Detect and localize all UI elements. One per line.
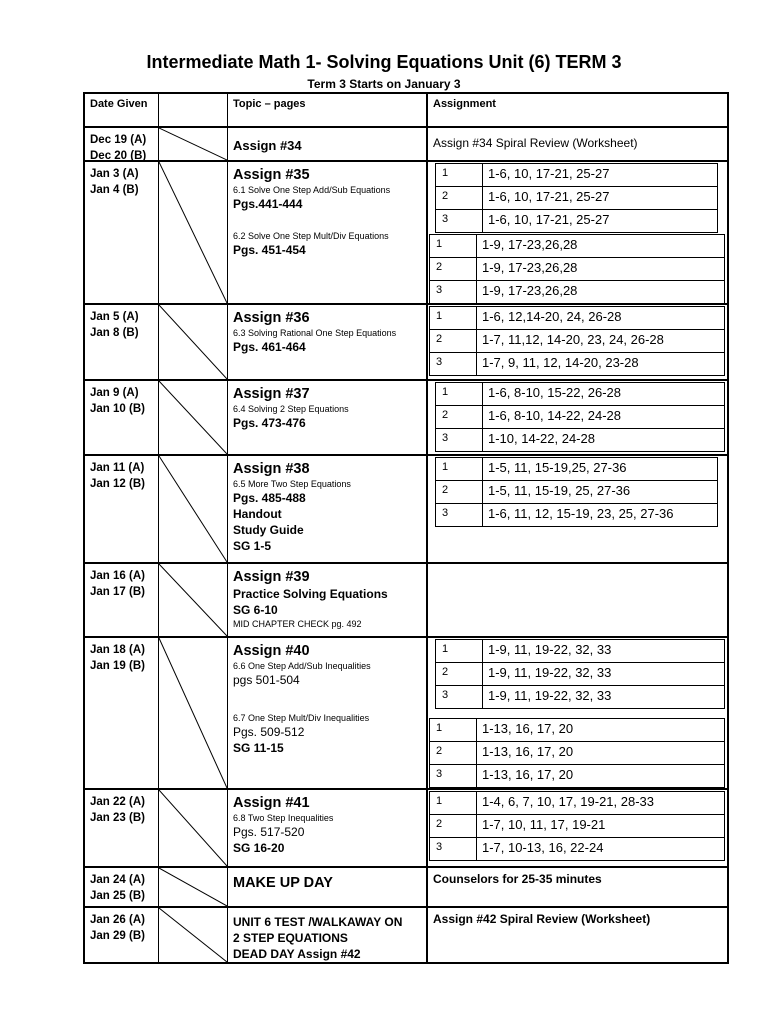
schedule-table — [83, 92, 729, 964]
problem-set — [429, 791, 725, 861]
section-number: 3 — [436, 768, 443, 780]
section-number: 3 — [442, 432, 449, 444]
topic-cell: UNIT 6 TEST /WALKAWAY ON 2 STEP EQUATIONS DEAD DAY Assign #42 — [233, 915, 403, 961]
assignment-note: Assign #34 Spiral Review (Worksheet) — [433, 136, 638, 150]
problem-list: 1-6, 10, 17-21, 25-27 — [488, 189, 610, 204]
section-number: 1 — [436, 238, 443, 250]
problem-set-row — [430, 765, 724, 788]
topic-cell: Assign #38 6.5 More Two Step Equations Pgs. 485-488 Handout Study Guide SG 1-5 — [233, 461, 351, 553]
problem-set — [429, 234, 725, 304]
problem-list: 1-6, 8-10, 14-22, 24-28 — [488, 408, 621, 423]
problem-list: 1-9, 17-23,26,28 — [482, 260, 578, 275]
problem-set-row — [430, 742, 724, 765]
problem-list: 1-5, 11, 15-19, 25, 27-36 — [488, 483, 631, 498]
section-number: 2 — [436, 745, 443, 757]
section-number: 3 — [436, 841, 443, 853]
problem-set-row — [430, 838, 724, 861]
problem-set-row — [436, 210, 717, 233]
problem-set-row — [436, 187, 717, 210]
problem-set-row — [436, 429, 724, 452]
section-number: 2 — [436, 333, 443, 345]
page-title: Intermediate Math 1- Solving Equations Unit (6) TERM 3 — [146, 52, 622, 72]
table-row — [85, 868, 727, 908]
date-cell: Jan 3 (A) Jan 4 (B) — [90, 168, 139, 196]
problem-list: 1-6, 12,14-20, 24, 26-28 — [482, 309, 622, 324]
date-cell: Jan 22 (A) Jan 23 (B) — [90, 796, 145, 824]
section-number: 1 — [442, 461, 449, 473]
section-number: 2 — [442, 190, 449, 202]
assignment-note: Assign #42 Spiral Review (Worksheet) — [433, 912, 651, 926]
date-cell: Jan 26 (A) Jan 29 (B) — [90, 914, 145, 942]
problem-set-row — [436, 481, 717, 504]
topic-cell: Assign #41 6.8 Two Step Inequalities Pgs. 517-520 SG 16-20 — [233, 795, 334, 855]
topic-cell: Assign #36 6.3 Solving Rational One Step Equations Pgs. 461-464 — [233, 310, 397, 354]
table-row — [85, 305, 727, 381]
problem-set-row — [430, 307, 724, 330]
table-row — [85, 128, 727, 162]
problem-set — [435, 382, 725, 452]
header-row — [85, 94, 727, 128]
section-number: 3 — [436, 284, 443, 296]
header-topic: Topic – pages — [233, 98, 306, 110]
date-cell: Jan 11 (A) Jan 12 (B) — [90, 462, 145, 490]
section-number: 3 — [442, 507, 449, 519]
date-cell: Dec 19 (A) Dec 20 (B) — [90, 134, 147, 162]
section-number: 2 — [442, 409, 449, 421]
problem-list: 1-13, 16, 17, 20 — [482, 744, 574, 759]
section-number: 2 — [442, 484, 449, 496]
section-number: 2 — [442, 666, 449, 678]
date-cell: Jan 5 (A) Jan 8 (B) — [90, 311, 139, 339]
table-row — [85, 456, 727, 564]
section-number: 1 — [442, 643, 449, 655]
table-row — [85, 381, 727, 456]
problem-set-row — [430, 353, 724, 376]
date-cell: Jan 9 (A) Jan 10 (B) — [90, 387, 145, 415]
problem-list: 1-6, 10, 17-21, 25-27 — [488, 166, 610, 181]
problem-set — [435, 457, 718, 527]
problem-list: 1-7, 10, 11, 17, 19-21 — [482, 817, 606, 832]
table-row — [85, 564, 727, 638]
problem-list: 1-6, 10, 17-21, 25-27 — [488, 212, 610, 227]
section-number: 1 — [436, 795, 443, 807]
assignment-note: Counselors for 25-35 minutes — [433, 872, 602, 886]
problem-list: 1-9, 11, 19-22, 32, 33 — [488, 688, 612, 703]
problem-list: 1-9, 11, 19-22, 32, 33 — [488, 642, 612, 657]
header-date: Date Given — [90, 98, 148, 110]
topic-cell: Assign #37 6.4 Solving 2 Step Equations Pgs. 473-476 — [233, 386, 349, 430]
problem-set-row — [436, 406, 724, 429]
problem-list: 1-9, 17-23,26,28 — [482, 283, 578, 298]
problem-set-row — [430, 792, 724, 815]
problem-set-row — [436, 686, 724, 709]
section-number: 1 — [442, 386, 449, 398]
problem-list: 1-7, 9, 11, 12, 14-20, 23-28 — [482, 355, 639, 370]
problem-list: 1-10, 14-22, 24-28 — [488, 431, 595, 446]
topic-cell: Assign #40 6.6 One Step Add/Sub Inequalities pgs 501-504 6.7 One Step Mult/Div Inequalities Pgs. 509-512 SG 11-15 — [233, 643, 371, 755]
header-assignment: Assignment — [433, 98, 496, 110]
problem-list: 1-7, 10-13, 16, 22-24 — [482, 840, 604, 855]
table-row — [85, 638, 727, 790]
section-number: 1 — [442, 167, 449, 179]
problem-set-row — [436, 504, 717, 527]
problem-set-row — [436, 663, 724, 686]
date-cell: Jan 16 (A) Jan 17 (B) — [90, 570, 145, 598]
problem-set-row — [430, 815, 724, 838]
topic-cell: Assign #34 — [233, 138, 302, 153]
problem-list: 1-5, 11, 15-19,25, 27-36 — [488, 460, 627, 475]
problem-list: 1-4, 6, 7, 10, 17, 19-21, 28-33 — [482, 794, 655, 809]
problem-set-row — [436, 383, 724, 406]
problem-set-row — [430, 258, 724, 281]
problem-list: 1-9, 11, 19-22, 32, 33 — [488, 665, 612, 680]
problem-set — [429, 718, 725, 788]
problem-set — [429, 306, 725, 376]
problem-list: 1-13, 16, 17, 20 — [482, 721, 574, 736]
problem-set-row — [430, 235, 724, 258]
section-number: 3 — [436, 356, 443, 368]
problem-set-row — [430, 330, 724, 353]
problem-set — [435, 639, 725, 709]
problem-list: 1-6, 11, 12, 15-19, 23, 25, 27-36 — [488, 506, 674, 521]
page-subtitle: Term 3 Starts on January 3 — [307, 77, 461, 91]
problem-set — [435, 163, 718, 233]
section-number: 3 — [442, 213, 449, 225]
problem-set-row — [430, 281, 724, 304]
date-cell: Jan 18 (A) Jan 19 (B) — [90, 644, 145, 672]
topic-cell: MAKE UP DAY — [233, 875, 333, 891]
problem-set-row — [436, 640, 724, 663]
section-number: 1 — [436, 722, 443, 734]
section-number: 3 — [442, 689, 449, 701]
section-number: 2 — [436, 261, 443, 273]
problem-list: 1-13, 16, 17, 20 — [482, 767, 574, 782]
problem-set-row — [430, 719, 724, 742]
table-row — [85, 908, 727, 962]
table-row — [85, 162, 727, 305]
section-number: 1 — [436, 310, 443, 322]
problem-list: 1-7, 11,12, 14-20, 23, 24, 26-28 — [482, 332, 664, 347]
problem-set-row — [436, 458, 717, 481]
problem-list: 1-6, 8-10, 15-22, 26-28 — [488, 385, 621, 400]
problem-set-row — [436, 164, 717, 187]
table-row — [85, 790, 727, 868]
section-number: 2 — [436, 818, 443, 830]
date-cell: Jan 24 (A) Jan 25 (B) — [90, 874, 145, 902]
problem-list: 1-9, 17-23,26,28 — [482, 237, 578, 252]
topic-cell: Assign #39 Practice Solving Equations SG 6-10 MID CHAPTER CHECK pg. 492 — [233, 569, 388, 629]
topic-cell: Assign #35 6.1 Solve One Step Add/Sub Equations Pgs.441-444 6.2 Solve One Step Mult/Div Equations Pgs. 451-454 — [233, 167, 391, 257]
